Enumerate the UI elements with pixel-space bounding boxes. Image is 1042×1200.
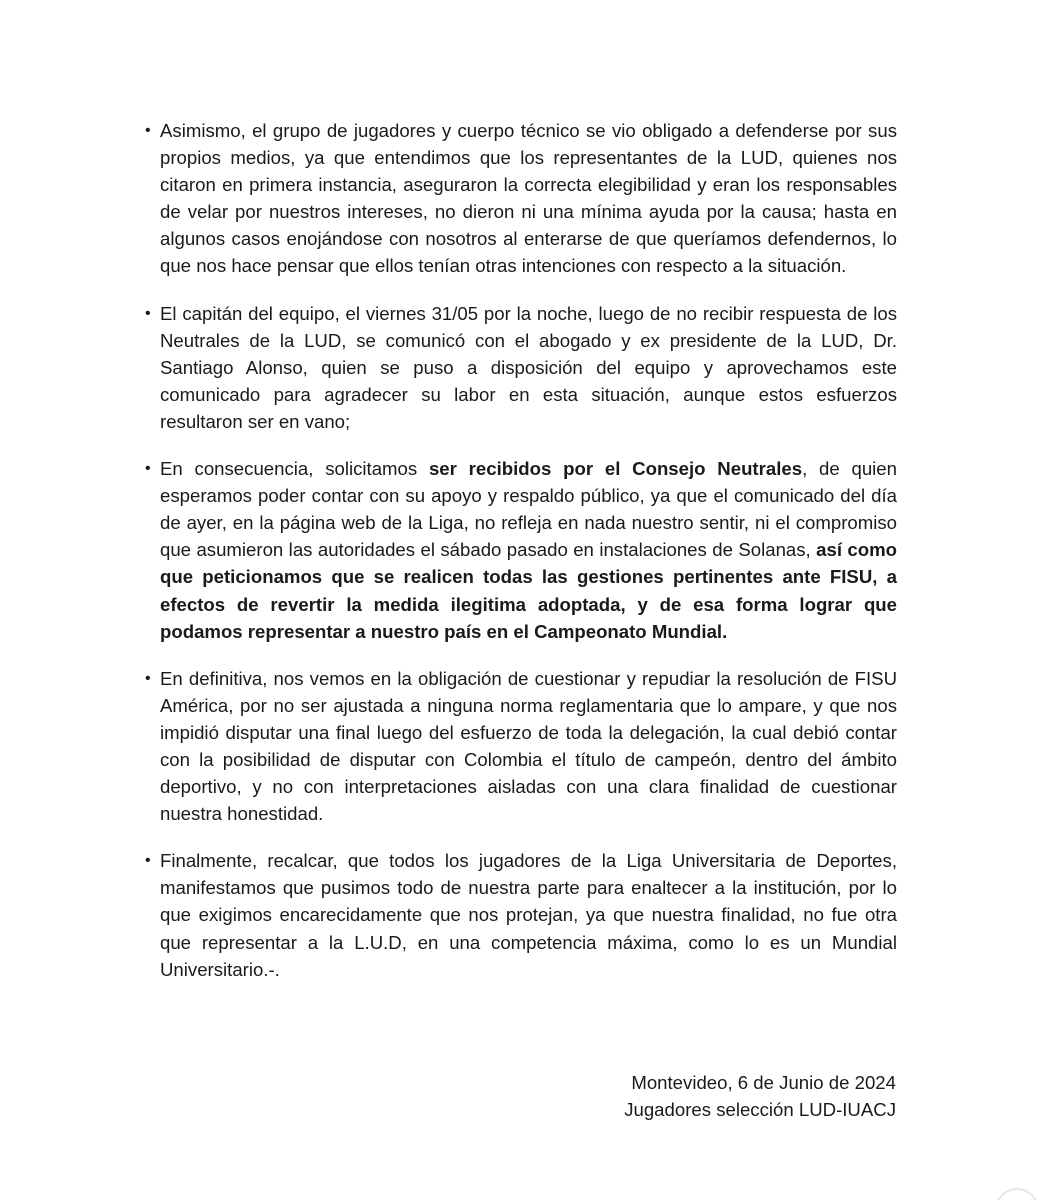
signature-place-date: Montevideo, 6 de Junio de 2024 [631,1072,896,1093]
text-run: Asimismo, el grupo de jugadores y cuerpo técnico se vio obligado a defenderse por sus propios medios, ya que entendimos que los representantes de la LUD, quienes nos citaron en primera instancia, aseguraron la correcta elegibilidad y eran los responsables de velar por nuestros intereses, no dieron ni una mínima ayuda por la causa; hasta en algunos casos enojándose con nosotros al enterarse de que queríamos defendernos, lo que nos hace pensar que ellos tenían otras intenciones con respecto a la situación. [160,120,897,277]
bullet-dot-icon: • [145,460,151,478]
bullet-dot-icon: • [145,852,151,870]
bullet-paragraph [145,665,897,828]
signature-signed-by: Jugadores selección LUD-IUACJ [624,1099,896,1120]
bullet-paragraph [145,455,897,645]
bullet-text [160,303,897,432]
bold-text-run: así como que peticionamos que se realicen todas las gestiones pertinentes ante FISU, a efectos de revertir la medida ilegitima adoptada, y de esa forma lograr que podamos representar a nuestro país en el Campeonato Mundial. [160,539,898,642]
text-run: , de quien esperamos poder contar con su apoyo y respaldo público, ya que el comunicado del día de ayer, en la página web de la Liga, no refleja en nada nuestro sentir, ni el compromiso que asumieron las autoridades el sábado pasado en instalaciones de Solanas, [160,458,897,561]
corner-watermark [987,1180,1042,1200]
bullet-text [160,120,897,276]
signature-block [624,1069,896,1123]
bullet-dot-icon: • [145,122,151,139]
text-run: Finalmente, recalcar, que todos los jugadores de la Liga Universitaria de Deportes, manifestamos que pusimos todo de nuestra parte para enaltecer a la institución, por lo que exigimos encarecidamente que nos protejan, ya que nuestra finalidad, no fue otra que representar a la L.U.D, en una competencia máxima, como lo es un Mundial Universitario.-. [160,850,897,980]
text-run: En consecuencia, solicitamos [160,458,429,480]
text-run: El capitán del equipo, el viernes 31/05 por la noche, luego de no recibir respuesta de los Neutrales de la LUD, se comunicó con el abogado y ex presidente de la LUD, Dr. Santiago Alonso, quien se puso a disposición del equipo y aprovechamos este comunicado para agradecer su labor en esta situación, aunque estos esfuerzos resultaron ser en vano; [160,302,897,432]
bullet-paragraph [145,847,897,982]
bold-text-run: ser recibidos por el Consejo Neutrales [428,458,803,480]
bullet-list [145,117,897,1003]
bullet-text [160,850,897,979]
bullet-dot-icon: • [145,669,151,687]
bullet-dot-icon: • [145,304,151,322]
bullet-text [160,458,897,642]
bullet-text [160,668,897,824]
bullet-paragraph [145,117,897,280]
text-run: En definitiva, nos vemos en la obligación de cuestionar y repudiar la resolución de FISU América, por no ser ajustada a ninguna norma reglamentaria que lo ampare, y que nos impidió disputar una final luego del esfuerzo de toda la delegación, la cual debió contar con la posibilidad de disputar con Colombia el título de campeón, dentro del ámbito deportivo, y no con interpretaciones aisladas con una clara finalidad de cuestionar nuestra honestidad. [160,667,897,825]
bullet-paragraph [145,300,897,435]
